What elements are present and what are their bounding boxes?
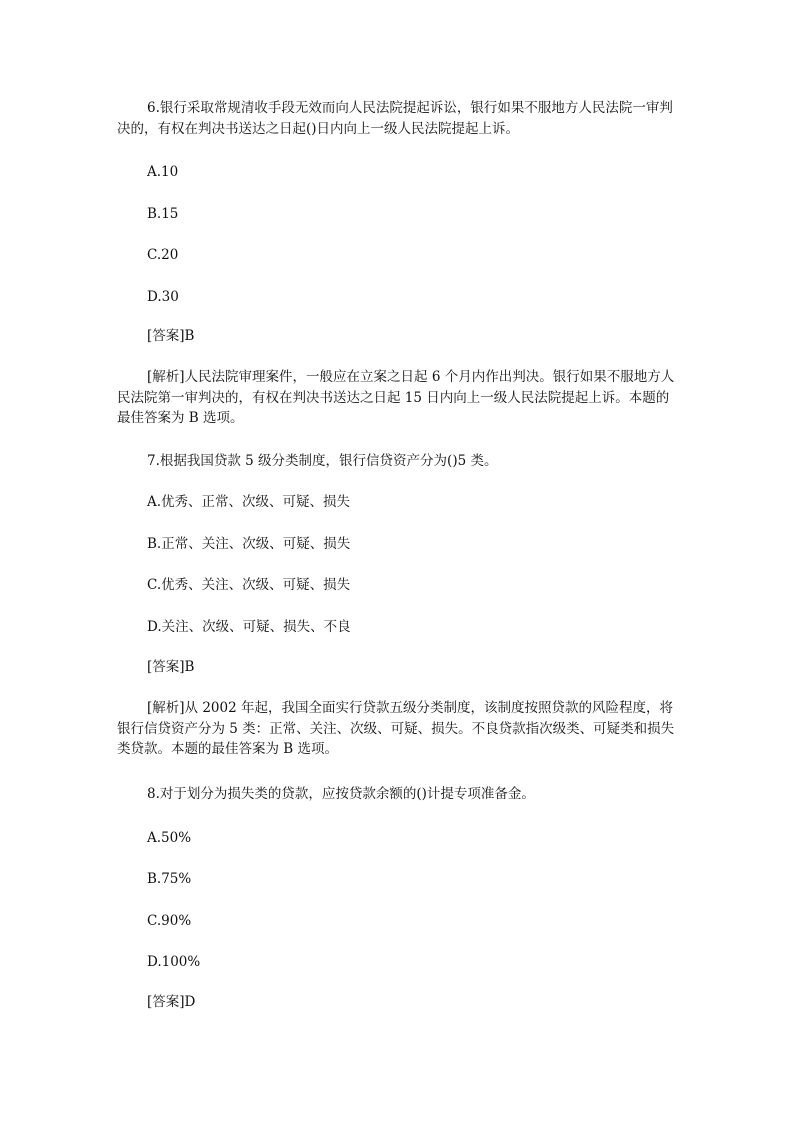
question-6-analysis: [解析]人民法院审理案件，一般应在立案之日起 6 个月内作出判决。银行如果不服地方人民法院第一审判决的，有权在判决书送达之日起 15 日内向上一级人民法院提起上诉。本题的最佳答案为 B 选项。 [117, 369, 675, 426]
question-8-option-a: A.50% [147, 830, 192, 846]
question-7-analysis: [解析]从 2002 年起，我国全面实行贷款五级分类制度，该制度按照贷款的风险程度，将银行信贷资产分为 5 类：正常、关注、次级、可疑、损失。不良贷款指次级类、可疑类和损失类贷款。本题的最佳答案为 B 选项。 [117, 700, 675, 757]
question-6-option-b: B.15 [147, 206, 179, 222]
question-8-option-b: B.75% [147, 871, 192, 887]
question-6-stem: 6.银行采取常规清收手段无效而向人民法院提起诉讼，银行如果不服地方人民法院一审判决的，有权在判决书送达之日起()日内向上一级人民法院提起上诉。 [117, 100, 673, 137]
question-6-answer: [答案]B [147, 328, 195, 344]
question-7-stem: 7.根据我国贷款 5 级分类制度，银行信贷资产分为()5 类。 [147, 453, 498, 469]
question-7-option-a: A.优秀、正常、次级、可疑、损失 [147, 494, 351, 510]
question-8-answer: [答案]D [147, 994, 196, 1010]
question-6-option-d: D.30 [147, 289, 179, 305]
question-8-option-d: D.100% [147, 954, 201, 970]
question-8-option-c: C.90% [147, 913, 192, 929]
question-6-option-c: C.20 [147, 247, 179, 263]
question-6-option-a: A.10 [147, 164, 179, 180]
question-7-option-c: C.优秀、关注、次级、可疑、损失 [147, 577, 351, 593]
question-7-option-d: D.关注、次级、可疑、损失、不良 [147, 619, 351, 635]
question-8-stem: 8.对于划分为损失类的贷款，应按贷款余额的()计提专项准备金。 [147, 786, 535, 802]
question-7-option-b: B.正常、关注、次级、可疑、损失 [147, 536, 351, 552]
question-7-answer: [答案]B [147, 659, 195, 675]
